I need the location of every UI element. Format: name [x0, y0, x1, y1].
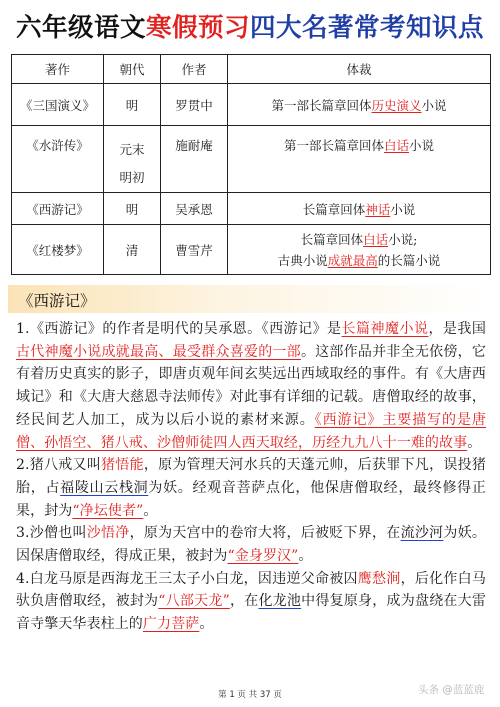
genre-highlight: 神话: [365, 201, 391, 217]
title-part-topic: 四大名著常考知识点: [250, 13, 485, 43]
genre-line: [230, 250, 488, 271]
text: 为妖。经观音菩萨点化，他保唐僧取经，最终修得正果，封为: [16, 479, 486, 519]
key-point: 福陵山云栈洞: [60, 479, 149, 496]
cell-genre: [228, 193, 491, 225]
genre-highlight: 历史演义: [371, 97, 422, 113]
genre-text: 古典小说: [277, 252, 328, 268]
key-point: “金身罗汉”: [227, 548, 299, 565]
key-point: 古代神魔小说成就最高、最受群众喜爱的一部: [16, 343, 301, 360]
paragraph-sha-seng: [16, 522, 486, 567]
key-point: 《西游记》主要描写的是唐僧、孙悟空、猪八戒、沙僧师徒四人西天取经，历经九九八十一难的故事: [16, 411, 487, 451]
key-point: 鹰愁涧: [357, 570, 401, 587]
text: 3.沙僧也叫: [16, 525, 87, 542]
key-point: 化龙池: [258, 593, 302, 610]
paragraph-author-intro: [16, 318, 486, 454]
title-part-preview: 寒假预习: [145, 13, 250, 43]
cell-genre: [228, 225, 491, 275]
text: 。这部作品并非全无依傍，它有着历史真实的影子，即唐贞观年间玄奘远出西域取经的事件。有《大唐西域记》和《大唐大慈恩寺法师传》对此事有详细的记载。唐僧取经的故事，经民间艺人加工，成为以后小说的素材来源。: [16, 343, 486, 428]
table-row: [12, 126, 491, 193]
header-work: 著作: [12, 55, 104, 84]
genre-line: [230, 229, 488, 250]
genre-highlight: 白话: [363, 231, 389, 247]
text: 为妖。因保唐僧取经，得成正果，被封为: [16, 525, 486, 565]
key-point: 长篇神魔小说: [341, 321, 429, 337]
text: 1.《西游记》的作者是明代的吴承恩。《西游记》是: [16, 321, 342, 337]
paragraph-zhu-bajie: [16, 454, 486, 522]
key-point: 沙悟净: [86, 525, 130, 542]
cell-author: 吴承恩: [161, 193, 228, 225]
table-row: [12, 193, 491, 225]
table-row: [12, 225, 491, 275]
classics-table: [11, 54, 491, 275]
table-header-row: [12, 55, 491, 84]
genre-text: 长篇章回体: [302, 201, 366, 217]
text: 2.猪八戒又叫: [16, 457, 102, 474]
cell-work: 《三国演义》: [12, 84, 104, 126]
text: 。: [143, 502, 158, 519]
genre-text: 小说;: [388, 231, 418, 247]
genre-text: 的长篇小说: [377, 252, 441, 268]
cell-dynasty: 明: [104, 193, 161, 225]
genre-text: 第一部长篇章回体: [271, 97, 372, 113]
text: ，在: [229, 593, 259, 610]
cell-author: 罗贯中: [161, 84, 228, 126]
text: 。: [467, 434, 482, 451]
header-author: 作者: [161, 55, 228, 84]
section-header: [8, 285, 490, 313]
table-row: [12, 84, 491, 126]
watermark: 头条 @蓝蓝鹿: [418, 684, 485, 696]
text: ，原为管理天河水兵的天蓬元帅，后获罪下凡，误投猪胎，占: [16, 457, 486, 496]
text: ，原为天宫中的卷帘大将，后被贬下界，在: [129, 525, 401, 542]
key-point: “净坛使者”: [72, 502, 144, 519]
page-number: 第 1 页 共 37 页: [218, 690, 282, 700]
header-genre: 体裁: [228, 55, 491, 84]
cell-work: 《水浒传》: [12, 126, 104, 193]
cell-author: 施耐庵: [161, 126, 228, 193]
genre-highlight: 成就最高: [327, 252, 378, 268]
dynasty-line: 明初: [119, 170, 145, 185]
cell-genre: [228, 84, 491, 126]
key-point: 广力菩萨: [142, 616, 200, 633]
cell-work: 《红楼梦》: [12, 225, 104, 275]
section-title: 《西游记》: [18, 292, 96, 310]
page-title: [0, 8, 500, 44]
genre-text: 小说: [421, 97, 447, 113]
text: 。: [199, 616, 214, 633]
key-point: 猪悟能: [101, 457, 144, 474]
genre-text: 第一部长篇章回体: [283, 138, 384, 153]
text: 4.白龙马原是西海龙王三太子小白龙，因违逆父命被囚: [16, 570, 358, 587]
cell-genre: [228, 126, 491, 193]
cell-dynasty: [104, 126, 161, 193]
key-point: “八部天龙”: [158, 593, 230, 610]
cell-dynasty: 明: [104, 84, 161, 126]
genre-text: 小说: [409, 138, 435, 153]
cell-dynasty: 清: [104, 225, 161, 275]
genre-text: 小说: [390, 201, 416, 217]
paragraph-white-dragon-horse: [16, 568, 486, 636]
key-point: 流沙河: [400, 525, 444, 542]
title-part-grade: 六年级语文: [15, 13, 146, 43]
dynasty-line: 元末: [119, 142, 145, 157]
text: 中得复原身，成为盘绕在大雷音寺擎天华表柱上的: [16, 593, 486, 633]
header-dynasty: 朝代: [104, 55, 161, 84]
text: ，后化作白马驮负唐僧取经，被封为: [16, 570, 486, 610]
cell-author: 曹雪芹: [161, 225, 228, 275]
article-body: [16, 318, 486, 636]
genre-highlight: 白话: [383, 138, 409, 153]
text: 。: [298, 548, 313, 565]
cell-work: 《西游记》: [12, 193, 104, 225]
text: ，是我国: [428, 321, 486, 337]
genre-text: 长篇章回体: [300, 231, 364, 247]
